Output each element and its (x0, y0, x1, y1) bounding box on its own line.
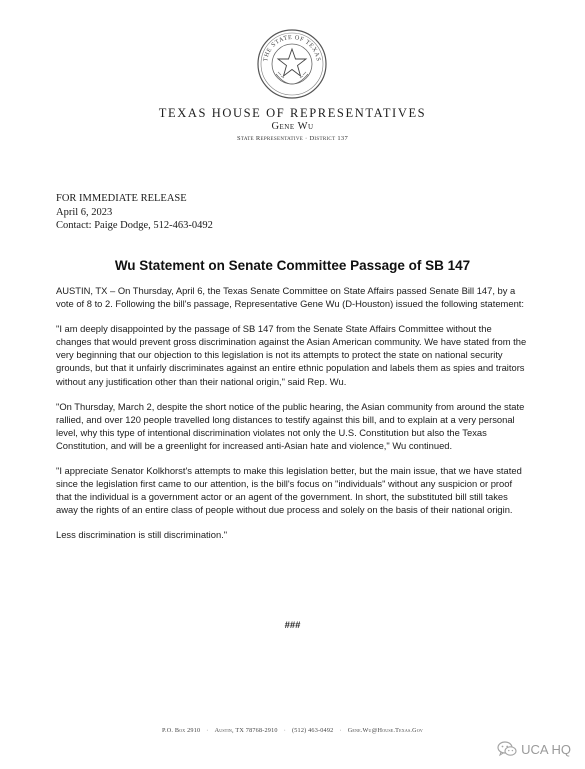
headline: Wu Statement on Senate Committee Passage of SB 147 (114, 258, 471, 273)
paragraph: "I am deeply disappointed by the passage of SB 147 from the Senate State Affairs Committee without the changes that would prevent gross discrimination against the Asian American community. We have stated from the very beginning that our objection to this legislation is not its attempts to protect the state on national security grounds, but that it unfairly discriminates against an entire ethnic population and labels them as spies and traitors without any justification other than their national origin," said Rep. Wu. (56, 323, 527, 387)
office-name: TEXAS HOUSE OF REPRESENTATIVES (158, 106, 427, 120)
end-mark: ### (284, 620, 301, 631)
footer-phone: (512) 463-0492 (291, 727, 334, 734)
watermark-text: UCA HQ (521, 741, 571, 757)
release-date: April 6, 2023 (56, 206, 113, 218)
representative-name: Gene Wu (271, 121, 314, 132)
watermark (497, 741, 571, 757)
texas-state-seal (256, 28, 328, 100)
footer-address: P.O. Box 2910 · Austin, TX 78768-2910 · (512) 463-0492 · Gene.Wu@House.Texas.Gov (162, 727, 423, 734)
paragraph: "I appreciate Senator Kolkhorst's attempts to make this legislation better, but the main issue, that we have stated since the legislation first came to our attention, is the bill's focus on "individuals" without any suspicion or proof that the individual is a government actor or an agent of the government. In short, the substituted bill still takes away the rights of an entire class of people without due process and solely on the basis of their national origin. (56, 465, 522, 516)
svg-text:THE STATE OF TEXAS: THE STATE OF TEXAS (262, 33, 322, 63)
release-info (56, 192, 536, 233)
footer-email: Gene.Wu@House.Texas.Gov (347, 727, 423, 734)
release-label: FOR IMMEDIATE RELEASE (56, 193, 187, 204)
footer-pobox: P.O. Box 2910 (162, 727, 201, 734)
wechat-icon (497, 741, 517, 757)
footer-city: Austin, TX 78768-2910 (214, 727, 278, 734)
paragraph: "On Thursday, March 2, despite the short notice of the public hearing, the Asian community from around the state rallied, and over 120 people travelled long distances to testify against this bill, and to explain at a very personal level, why this type of intentional discrimination violates not only the U.S. Constitution but also the Texas Constitution, and will be a greenlight for increased anti-Asian hate and violence," Wu continued. (56, 400, 525, 451)
paragraph: AUSTIN, TX – On Thursday, April 6, the Texas Senate Committee on State Affairs passed Senate Bill 147, by a vote of 8 to 2. Following the bill's passage, Representative Gene Wu (D-Houston) issued the following statement: (56, 285, 525, 310)
release-contact: Contact: Paige Dodge, 512-463-0492 (56, 220, 213, 231)
paragraph: Less discrimination is still discrimination." (56, 529, 228, 541)
statement-body (56, 284, 528, 554)
representative-title: State Representative · District 137 (236, 135, 349, 142)
